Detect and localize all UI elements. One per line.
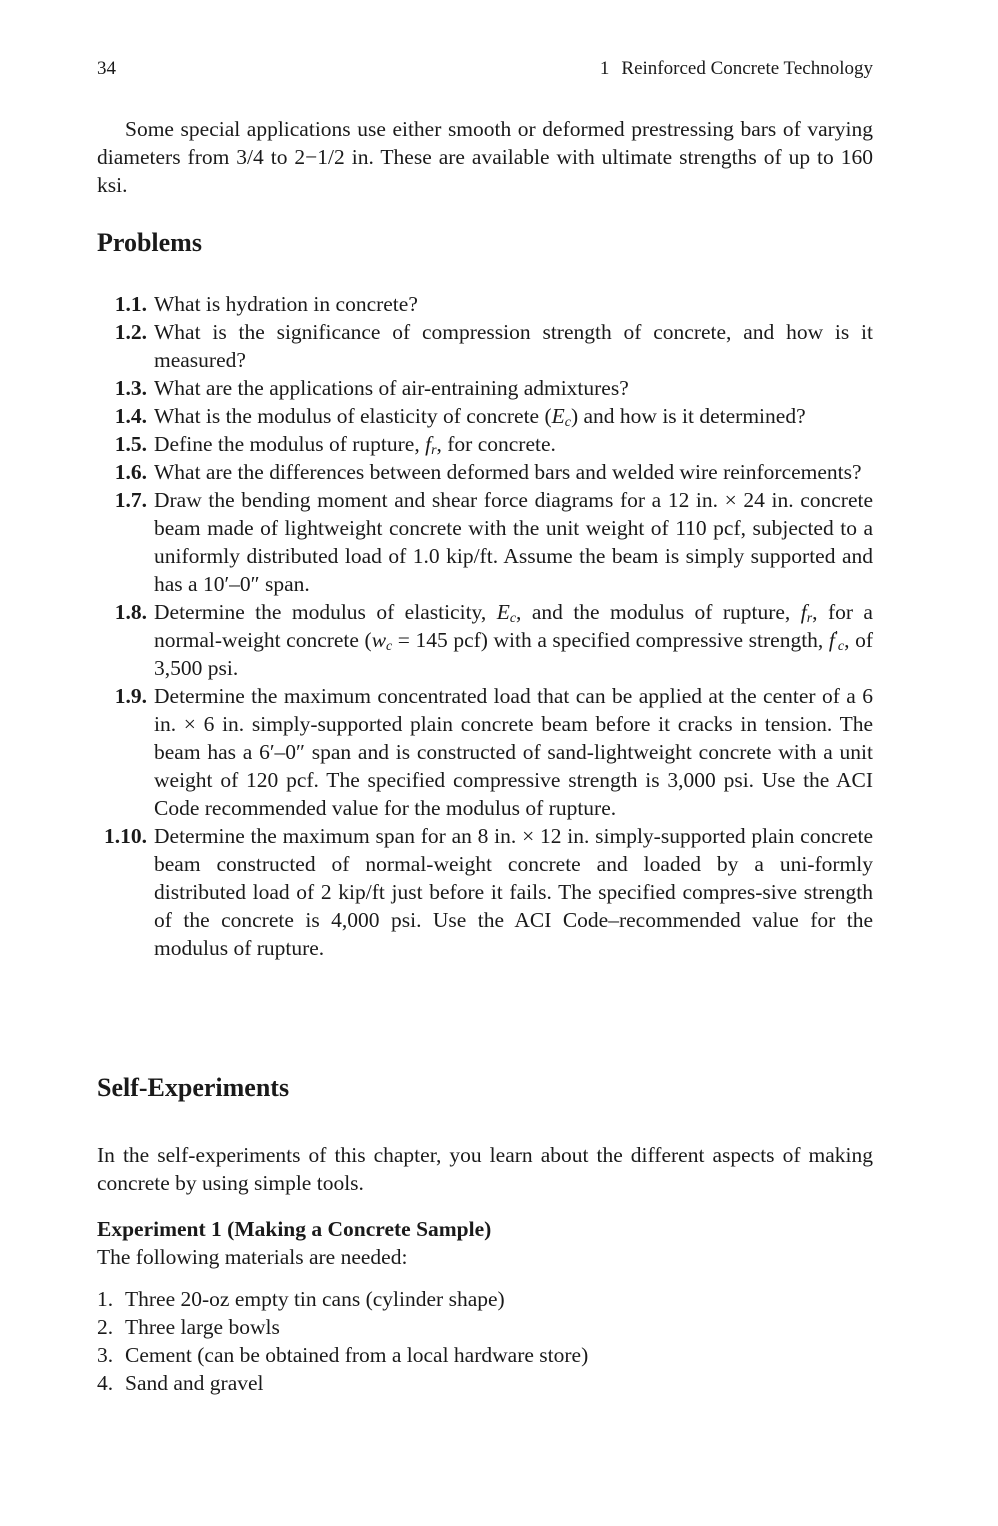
problem-text-part: = 145 pcf) with a specified compressive strength, [392, 628, 829, 652]
math-symbol: E [496, 600, 510, 624]
problem-item [97, 402, 873, 430]
list-text: Sand and gravel [125, 1371, 264, 1395]
problem-text-part: , for concrete. [436, 432, 556, 456]
math-symbol: E [551, 404, 565, 428]
list-number: 4. [97, 1371, 114, 1395]
problem-item [97, 430, 873, 458]
math-subscript: c [837, 639, 845, 654]
problem-text: Determine the maximum concentrated load that can be applied at the center of a 6 in. × 6 in. simply-supported plain concrete beam before it cracks in tension. The beam has a 6′–0″ span and is constructed of sand-lightweight concrete with a unit weight of 120 pcf. The specified compressive strength is 3,000 psi. Use the ACI Code recommended value for the modulus of rupture. [154, 684, 873, 820]
math-symbol: f [828, 628, 835, 652]
chapter-number: 1 [599, 58, 610, 79]
math-prime: ′ [834, 629, 838, 644]
math-subscript: c [386, 639, 393, 654]
list-text: Cement (can be obtained from a local hardware store) [125, 1343, 589, 1367]
problem-text: What are the applications of air-entraining admixtures? [154, 376, 629, 400]
math-symbol: w [371, 628, 387, 652]
self-experiments-intro: In the self-experiments of this chapter, you learn about the different aspects of making concrete by using simple tools. [97, 1143, 873, 1195]
problem-number: 1.5. [114, 432, 147, 456]
problem-text-part: Define the modulus of rupture, [154, 432, 426, 456]
problems-heading: Problems [97, 228, 202, 257]
problem-item [97, 598, 873, 682]
math-subscript: r [431, 443, 437, 458]
list-item [97, 1341, 873, 1369]
problem-number: 1.4. [114, 404, 147, 428]
intro-paragraph: Some special applications use either smooth or deformed prestressing bars of varying diameters from 3/4 to 2−1/2 in. These are available with ultimate strengths of up to 160 ksi. [97, 117, 873, 197]
problem-item [97, 682, 873, 822]
list-item [97, 1285, 873, 1313]
chapter-title: Reinforced Concrete Technology [621, 58, 873, 79]
math-symbol: f [800, 600, 807, 624]
list-item [97, 1313, 873, 1341]
problem-item [97, 458, 873, 486]
page-number: 34 [97, 58, 116, 79]
list-number: 1. [97, 1287, 114, 1311]
problem-number: 1.1. [114, 292, 147, 316]
problem-item [97, 318, 873, 374]
problem-number: 1.10. [104, 824, 147, 848]
experiment-lead: The following materials are needed: [97, 1245, 408, 1269]
math-subscript: r [806, 611, 813, 626]
experiment-title: Experiment 1 (Making a Concrete Sample) [97, 1217, 492, 1241]
list-number: 2. [97, 1315, 114, 1339]
math-subscript: c [564, 415, 571, 430]
problem-text-part: , of 3,500 psi. [154, 628, 873, 680]
problem-text: Determine the maximum span for an 8 in. × 12 in. simply-supported plain concrete beam constructed of normal-weight concrete and loaded by a uni-formly distributed load of 2 kip/ft just before it fails. The specified compres-sive strength of the concrete is 4,000 psi. Use the ACI Code–recommended value for the modulus of rupture. [154, 824, 873, 960]
list-number: 3. [97, 1343, 114, 1367]
chapter-header [600, 57, 873, 81]
math-subscript: c [509, 611, 517, 626]
problem-text: What is hydration in concrete? [154, 292, 418, 316]
materials-list [97, 1285, 873, 1397]
math-symbol: f [425, 432, 432, 456]
problem-number: 1.7. [114, 488, 147, 512]
problem-text-part: ) and how is it determined? [570, 404, 806, 428]
problem-text-part: Determine the modulus of elasticity, [154, 600, 497, 624]
problem-text-part: What is the modulus of elasticity of concrete ( [154, 404, 552, 428]
running-head [97, 57, 873, 81]
problem-text: Draw the bending moment and shear force diagrams for a 12 in. × 24 in. concrete beam made of lightweight concrete with the unit weight of 110 pcf, subjected to a uniformly distributed load of 1.0 kip/ft. Assume the beam is simply supported and has a 10′–0″ span. [154, 488, 873, 596]
list-text: Three 20-oz empty tin cans (cylinder shape) [125, 1287, 505, 1311]
problem-text-part: , and the modulus of rupture, [516, 600, 801, 624]
problem-number: 1.3. [114, 376, 147, 400]
problem-text-part: , for a normal-weight concrete ( [154, 600, 873, 652]
problem-item [97, 822, 873, 962]
problems-list [97, 290, 873, 962]
problem-text: What are the differences between deformed bars and welded wire reinforcements? [154, 460, 862, 484]
self-experiments-heading: Self-Experiments [97, 1073, 290, 1102]
problem-item [97, 374, 873, 402]
problem-item [97, 486, 873, 598]
problem-number: 1.9. [114, 684, 147, 708]
list-item [97, 1369, 873, 1397]
list-text: Three large bowls [125, 1315, 280, 1339]
problem-number: 1.2. [114, 320, 147, 344]
problem-number: 1.6. [114, 460, 147, 484]
problem-item [97, 290, 873, 318]
problem-number: 1.8. [114, 600, 147, 624]
problem-text: What is the significance of compression strength of concrete, and how is it measured? [154, 320, 873, 372]
